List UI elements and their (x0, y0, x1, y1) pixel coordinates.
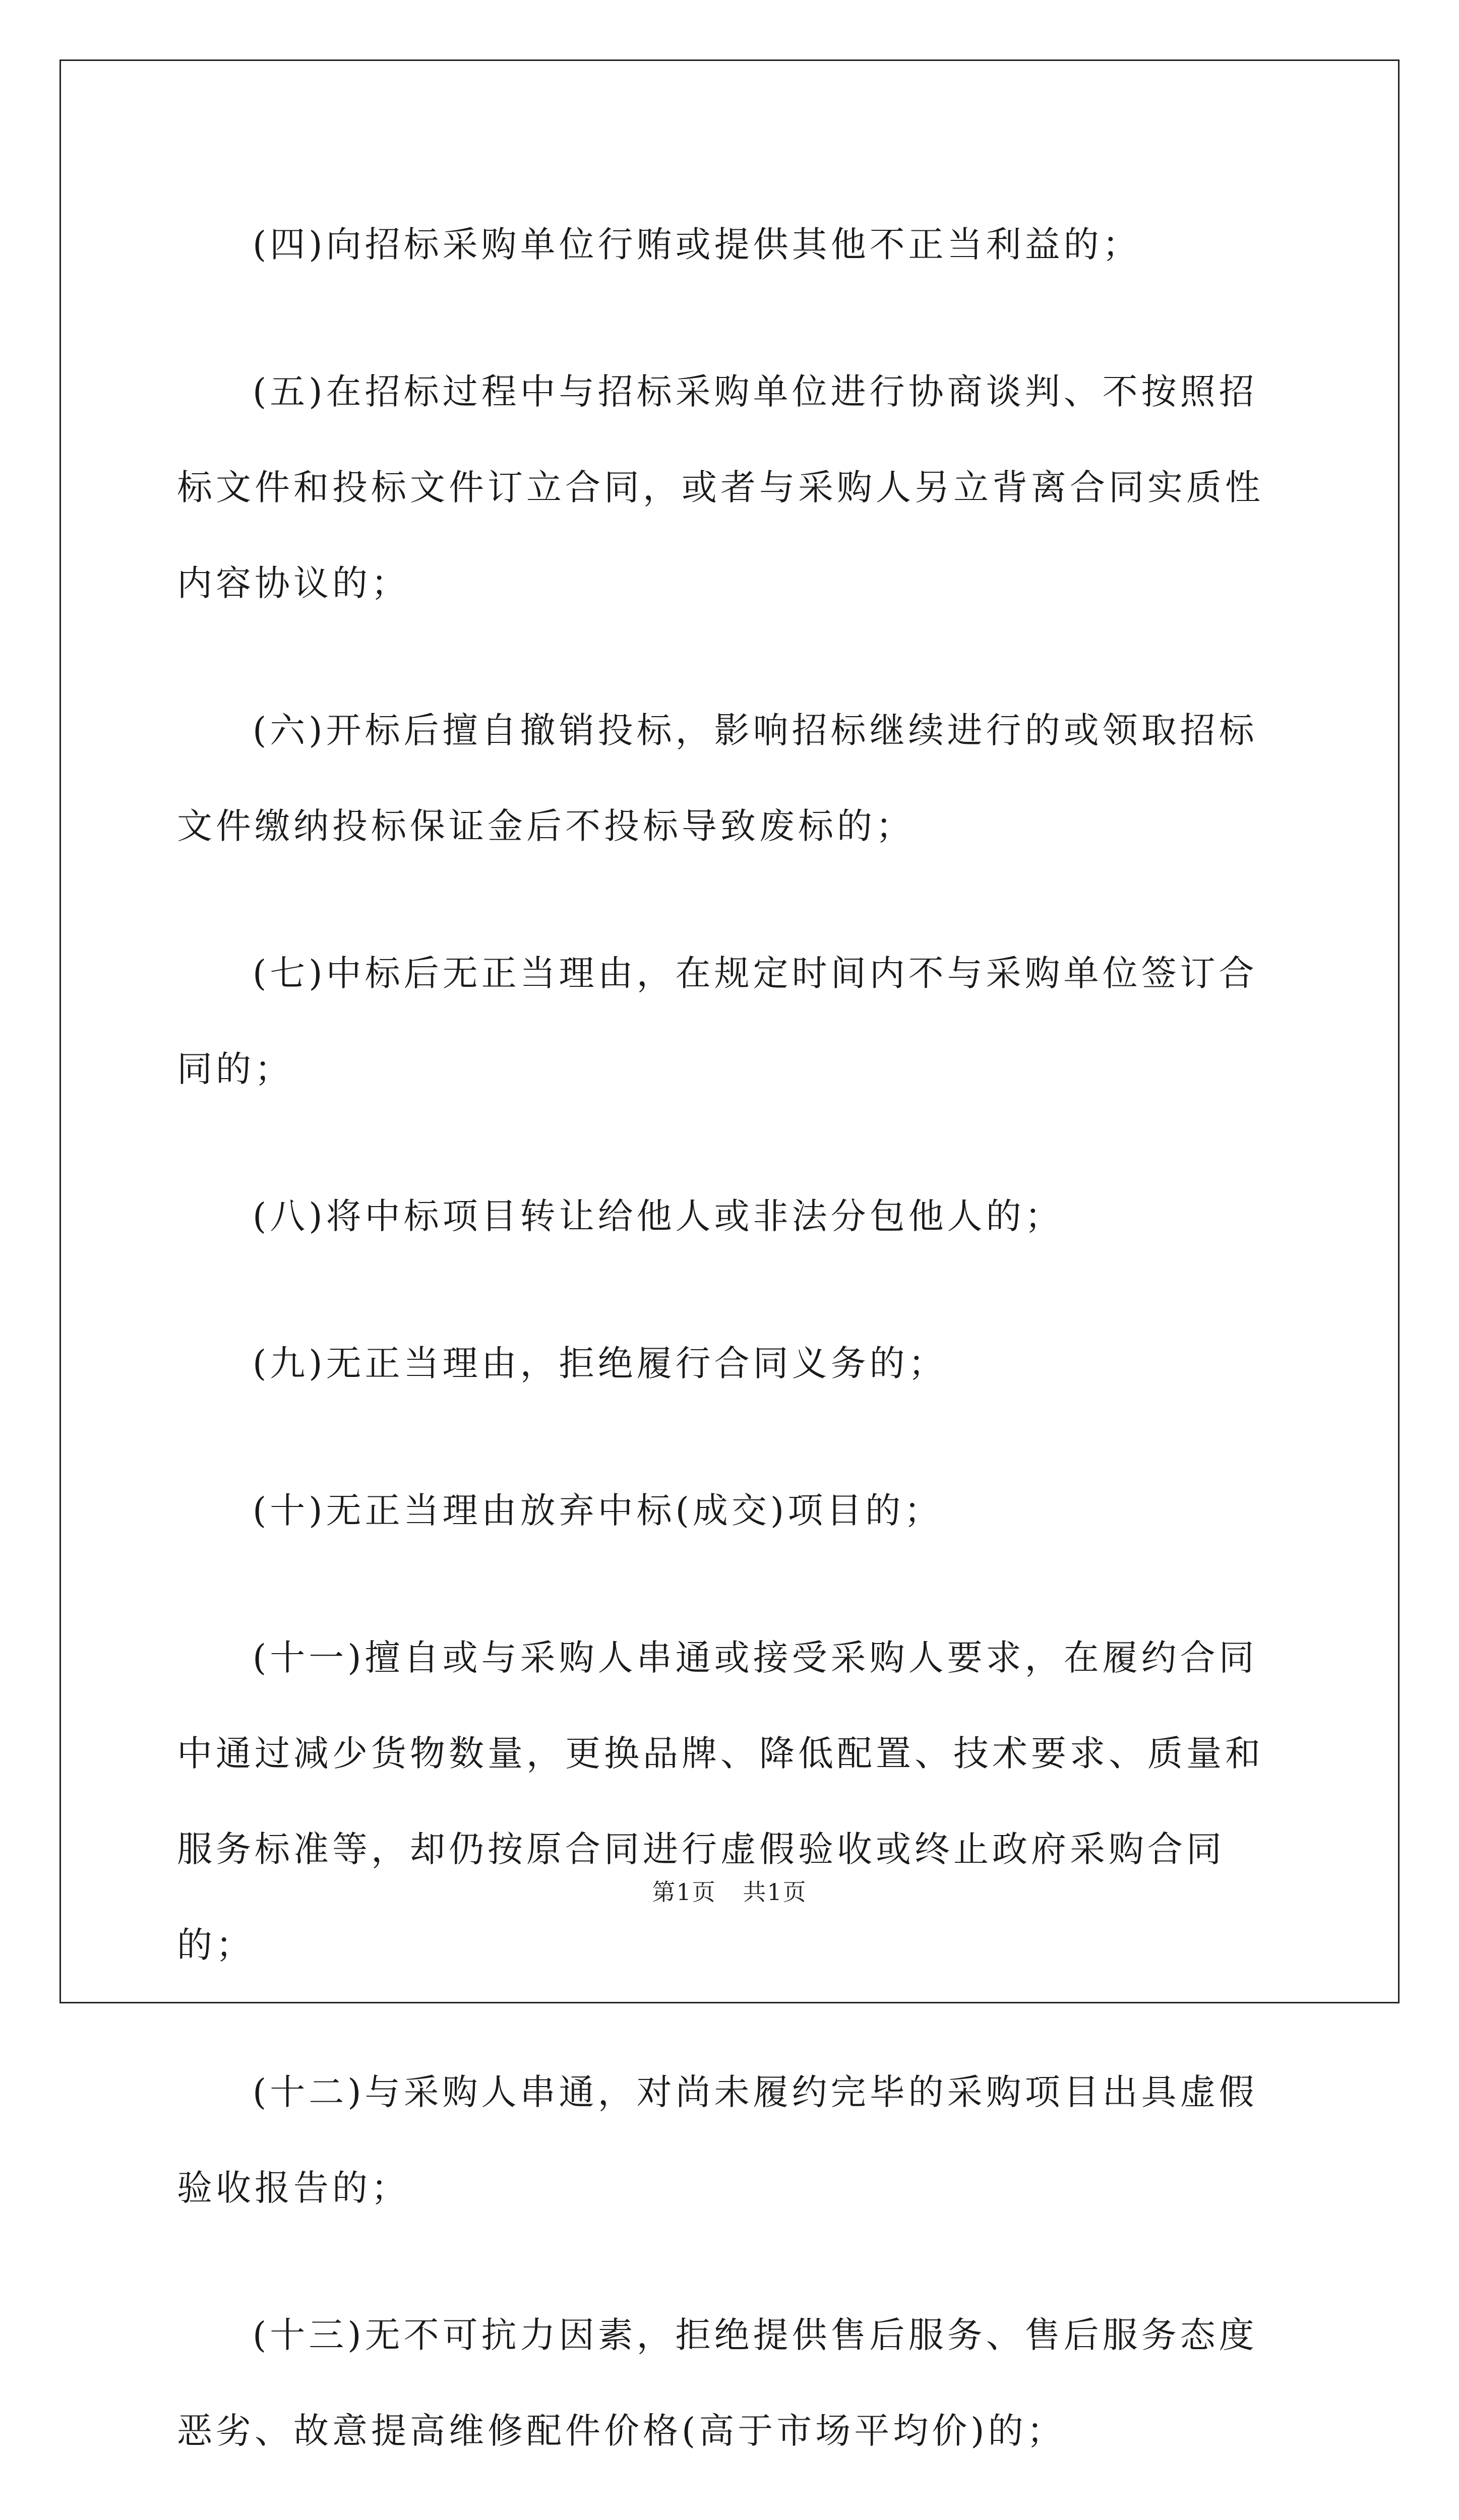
paragraph-item-13: (十三)无不可抗力因素，拒绝提供售后服务、售后服务态度恶劣、故意提高维修配件价格(高于市场平均价)的； (177, 2314, 1258, 2451)
page-footer (0, 1874, 1459, 1907)
page-number: 第1页 (652, 1878, 716, 1906)
paragraph-item-12: (十二)与采购人串通，对尚未履约完毕的采购项目出具虚假验收报告的； (177, 2071, 1258, 2209)
paragraph-item-8: (八)将中标项目转让给他人或非法分包他人的； (253, 1195, 1064, 1237)
page-total: 共1页 (743, 1878, 807, 1906)
paragraph-item-6: (六)开标后擅自撤销投标，影响招标继续进行的或领取招标文件缴纳投标保证金后不投标导致废标的； (177, 710, 1258, 847)
paragraph-item-7: (七)中标后无正当理由，在规定时间内不与采购单位签订合同的； (177, 953, 1258, 1090)
paragraph-item-11: (十一)擅自或与采购人串通或接受采购人要求，在履约合同中通过减少货物数量，更换品牌、降低配置、技术要求、质量和服务标准等，却仍按原合同进行虚假验收或终止政府采购合同的； (177, 1637, 1264, 1966)
paragraph-item-4: (四)向招标采购单位行贿或提供其他不正当利益的； (253, 224, 1141, 265)
paragraph-item-5: (五)在招标过程中与招标采购单位进行协商谈判、不按照招标文件和投标文件订立合同，或者与采购人另立背离合同实质性内容协议的； (177, 371, 1264, 604)
document-body (177, 197, 1291, 2520)
paragraph-item-10: (十)无正当理由放弃中标(成交)项目的； (253, 1490, 943, 1531)
paragraph-item-9: (九)无正当理由，拒绝履行合同义务的； (253, 1343, 947, 1384)
